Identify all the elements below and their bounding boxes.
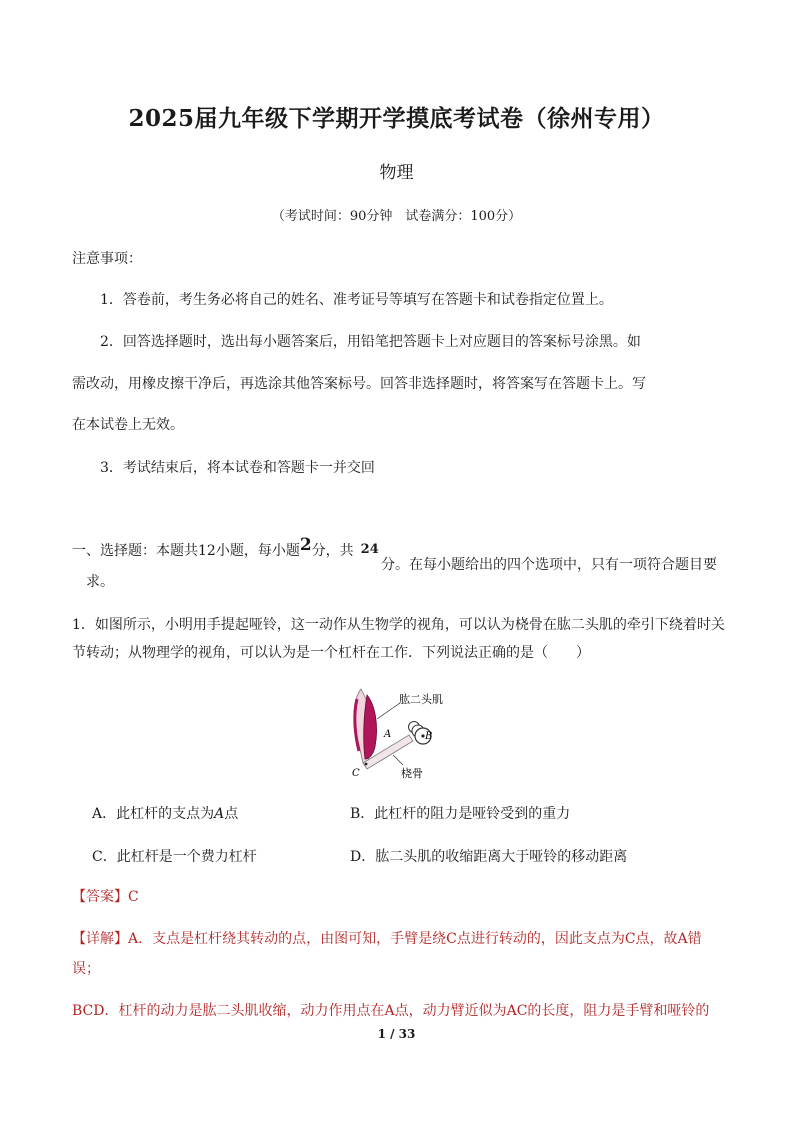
note-item-1: 1．答卷前，考生务必将自己的姓名、准考证号等填写在答题卡和试卷指定位置上。 — [100, 292, 613, 308]
section-1-points-each: 2 — [299, 535, 312, 555]
option-c: C．此杠杆是一个费力杠杆 — [92, 849, 257, 865]
option-a-point: A — [214, 806, 225, 822]
notes-heading: 注意事项： — [72, 251, 142, 267]
section-1-suffix-line-1: 分。在每小题给出的四个选项中，只有一项符合题目要 — [381, 557, 717, 573]
note-item-2-line-1: 2．回答选择题时，选出每小题答案后，用铅笔把答题卡上对应题目的答案标号涂黑。如 — [100, 334, 641, 350]
note-item-2-line-3: 在本试卷上无效。 — [72, 417, 184, 433]
muscle-leader-line — [377, 703, 400, 719]
option-d: D．肱二头肌的收缩距离大于哑铃的移动距离 — [350, 849, 628, 865]
section-1-mid: 分，共 — [311, 543, 354, 559]
detail-line-3: BCD．杠杆的动力是肱二头肌收缩，动力作用点在A点，动力臂近似为AC的长度，阻力是手臂和哑铃的 — [72, 1003, 710, 1019]
answer: 【答案】C — [72, 889, 139, 905]
option-a-suffix: 点 — [224, 806, 239, 822]
section-1-prefix: 一、选择题：本题共12小题，每小题 — [72, 543, 300, 559]
biceps-muscle — [364, 695, 377, 759]
note-item-2-line-2: 需改动，用橡皮擦干净后，再选涂其他答案标号。回答非选择题时，将答案写在答题卡上。写 — [72, 376, 646, 392]
subject-title: 物理 — [379, 163, 414, 183]
point-c-dot — [365, 763, 368, 766]
question-1-stem-line-2: 节转动；从物理学的视角，可以认为是一个杠杆在工作．下列说法正确的是（ ） — [72, 645, 590, 661]
arm-lever-figure — [343, 685, 449, 781]
bone-label: 桡骨 — [401, 767, 423, 780]
detail-line-2: 误； — [72, 961, 100, 977]
point-a-label: A — [384, 729, 392, 740]
note-item-3: 3．考试结束后，将本试卷和答题卡一并交回 — [100, 460, 375, 476]
exam-info: （考试时间：90分钟 试卷满分：100分） — [271, 209, 522, 224]
detail-line-1 — [72, 928, 702, 948]
point-b-label: B — [425, 731, 433, 742]
option-a-prefix: A．此杠杆的支点为 — [92, 806, 215, 822]
point-c-label: C — [352, 768, 360, 779]
bone-leader-line — [393, 755, 403, 765]
section-1-total: 24 — [360, 542, 379, 557]
exam-title: 2025届九年级下学期开学摸底考试卷（徐州专用） — [128, 105, 665, 132]
question-1-stem-line-1: 1．如图所示，小明用手提起哑铃，这一动作从生物学的视角，可以认为桡骨在肱二头肌的牵引下绕着时关 — [72, 617, 725, 633]
option-a — [92, 803, 238, 823]
option-b: B．此杠杆的阻力是哑铃受到的重力 — [350, 806, 571, 822]
section-1-suffix-line-2: 求。 — [86, 574, 114, 590]
detail-line-1-text: A．支点是杠杆绕其转动的点，由图可知，手臂是绕C点进行转动的，因此支点为C点，故A错 — [128, 931, 702, 947]
section-1-heading — [72, 535, 379, 560]
page-number: 1 / 33 — [377, 1027, 416, 1041]
muscle-label: 肱二头肌 — [399, 693, 443, 706]
detail-label: 【详解】 — [72, 931, 128, 947]
